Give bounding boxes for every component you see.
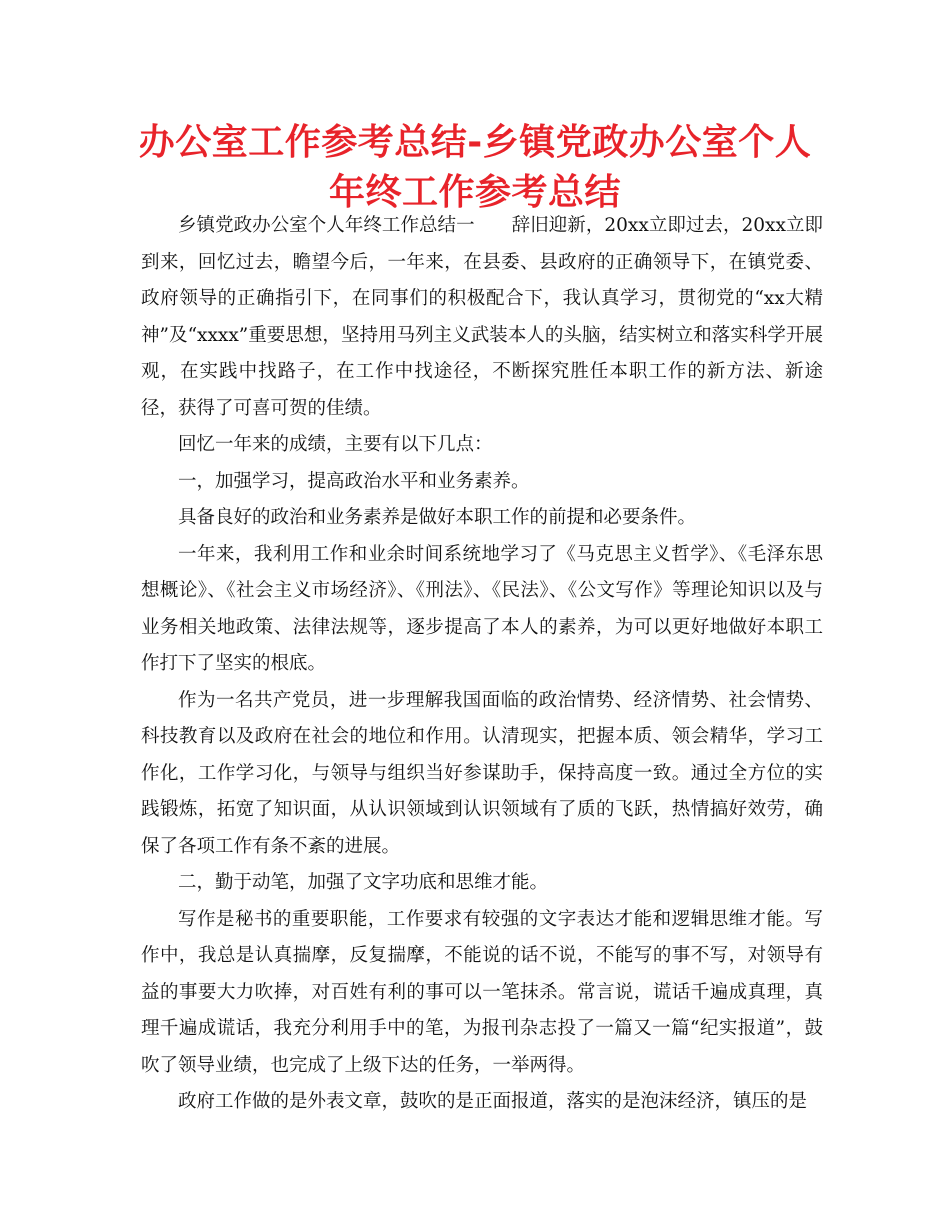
paragraph-study: 一年来，我利用工作和业余时间系统地学习了《马克思主义哲学》、《毛泽东思想概论》、《社会主义市场经济》、《刑法》、《民法》、《公文写作》等理论知识以及与业务相关地政策、法律法规等，逐步提高了本人的素养，为可以更好地做好本职工作打下了坚实的根底。 — [141, 543, 823, 674]
paragraph-achievements-lead: 回忆一年来的成绩，主要有以下几点： — [178, 434, 493, 455]
paragraph-intro: 乡镇党政办公室个人年终工作总结一 辞旧迎新，20xx立即过去，20xx立即到来，回忆过去，瞻望今后，一年来，在县委、县政府的正确领导下，在镇党委、政府领导的正确指引下，在同事们的积极配合下，我认真学习，贯彻党的“xx大精神”及“xxxx”重要思想，坚持用马列主义武装本人的头脑，结实树立和落实科学开展观，在实践中找路子，在工作中找途径，不断探究胜任本职工作的新方法、新途径，获得了可喜可贺的佳绩。 — [141, 215, 823, 419]
paragraph-party-member: 作为一名共产党员，进一步理解我国面临的政治情势、经济情势、社会情势、科技教育以及政府在社会的地位和作用。认清现实，把握本质、领会精华，学习工作化，工作学习化，与领导与组织当好参谋助手，保持高度一致。通过全方位的实践锻炼，拓宽了知识面，从认识领域到认识领域有了质的飞跃，热情搞好效劳，确保了各项工作有条不紊的进展。 — [141, 689, 823, 857]
section-heading-1: 一，加强学习，提高政治水平和业务素养。 — [178, 470, 530, 492]
paragraph-premise: 具备良好的政治和业务素养是做好本职工作的前提和必要条件。 — [178, 507, 697, 528]
paragraph-government-work: 政府工作做的是外表文章，鼓吹的是正面报道，落实的是泡沫经济，镇压的是 — [178, 1091, 808, 1112]
paragraph-writing: 写作是秘书的重要职能，工作要求有较强的文字表达才能和逻辑思维才能。写作中，我总是认真揣摩，反复揣摩，不能说的话不说，不能写的事不写，对领导有益的事要大力吹捧，对百姓有利的事可以一笔抹杀。常言说，谎话千遍成真理，真理千遍成谎话，我充分利用手中的笔，为报刊杂志投了一篇又一篇“纪实报道”，鼓吹了领导业绩，也完成了上级下达的任务，一举两得。 — [141, 908, 823, 1076]
section-heading-2: 二，勤于动笔，加强了文字功底和思维才能。 — [178, 872, 549, 893]
document-body — [141, 208, 823, 1121]
document-title: 办公室工作参考总结-乡镇党政办公室个人年终工作参考总结 — [138, 122, 812, 213]
